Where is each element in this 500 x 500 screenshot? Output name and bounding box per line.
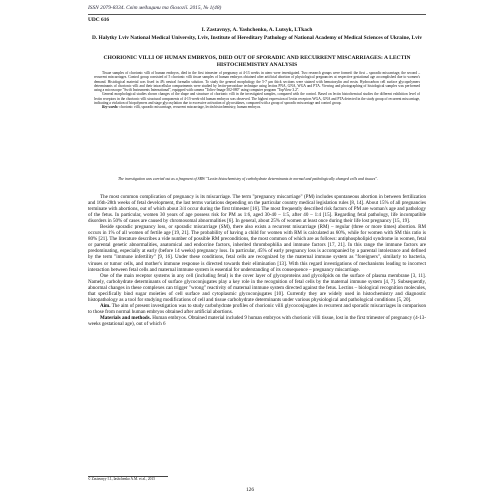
keywords [94, 105, 420, 109]
article-body [88, 194, 426, 327]
abstract-paragraph: General morphological studies shown changes of the shape and structure of chorionic villi in the investigated samples, compared with the control. Based on lectin histochemical studies the different exhibition level of lectin receptors in the chorionic villi structural components of 4-13-week-old human embryos was observed. The highest expression of lectin receptors WGA, GNA and PTA detected in the study group of recurrent miscarriage, indicating a violation of biopolymers and stage glycosylation due to excessive activation of glycosidases, compared with a group of sporadic miscarriage and control group. [94, 92, 420, 105]
article-title: CHORIONIC VILLI OF HUMAN EMBRYOS, DIED OUT OF SPORADIC AND RECURRENT MISCARRIAGES: A LECTIN HISTOCHEMISTRY ANALYSIS [103, 55, 411, 68]
methods-label: Materials and methods. [100, 314, 151, 321]
journal-header: ISSN 2079-8334. Світ медицини та біології. 2015, № 1(48) [88, 5, 222, 11]
abstract [94, 71, 420, 109]
author-list: I. Zastavnyy, A. Yashchenko, A. Lutsyk, I.Tkach [201, 27, 313, 33]
aim-text: The aim of present investigation was to study carbohydrate profiles of chorionic villi glycoconjugates in recurrent and sporadic miscarriages in comparison to those from normal human embryos obtained after artificial abortions. [88, 302, 426, 315]
aim-label: Aim. [100, 302, 111, 309]
body-paragraph: One of the main receptor systems in any cell (including fetal) is the cover layer of glycoproteins and glycolipids on the surface of plasma membrane [3, 11]. Namely, carbohydrate determinants of surface glycoconjugates play a key role in the recognition of fetal cells by the maternal immune system [4, 7]. Subsequently, abnormal changes in these complexes can trigger "wrong" reactivity of maternal immune system directed against the fetus. Lectins – biological recognition molecules, that specifically bind sugar moieties of cell surface and cytoplasmic glycoconjugates [10]. Currently they are widely used in histochemistry and diagnostic histopathology as a tool for studying modifications of cell and tissue carbohydrate determinants under various physiological and pathological conditions [5, 20]. [88, 272, 426, 303]
keywords-label: Key words: [102, 105, 119, 109]
abstract-paragraph: Tissue samples of chorionic villi of human embryos, died in the first trimester of pregnancy at 4-13 weeks in utero were investigated. Two research groups were formed: the first – sporadic miscarriage, the second – recurrent miscarriages. Control group consisted of 5 chorionic villi tissue samples of human embryos obtained after artificial abortion of physiological pregnancies at respective gestational age accomplished due to women's demand. Histological material was fixed in 4% neutral formalin solution. To study the general morphology the 5-7 μm thick sections were stained with hematoxylin and eosin. Hydrocarbon cell surface glycopolymers determinants of chorionic villi and their intracellular compartments were studied by lectin-peroxidase technique using lectins PNA, GNA, WGA and PTA. Viewing and photographing of histological samples was performed using a microscope "Swift Instruments International", equipped with camera "Toltec-Image 502-080" using computer program "TopView 3.2". [94, 71, 420, 92]
udc-code: UDC 616 [88, 17, 110, 23]
methods-text: Human embryos. Obtained material included 9 human embryos with chorionic villi tissue, lost in the first trimester of pregnancy (4-13-weeks gestational age), out of which 6 [88, 314, 427, 327]
copyright-footnote: © Zastavnyy I.I., Iashchenko A.M. et al., 2015 [88, 477, 156, 481]
affiliation: D. Halytky Lviv National Medical University, Lviv, Institute of Hereditary Pathology of National Academy of Medical Sciences of Ukraine, Lviv [91, 35, 423, 41]
body-paragraph: The most common complication of pregnancy is its miscarriage. The term "pregnancy miscarriage" (PM) includes spontaneous abortion in between fertilization and 16th-28th weeks of fetal development, the last terms variations depending on the particular country medical legislation rules [8, 14]. About 15% of all pregnancies terminate with abortions, out of which about 3/4 occur during the first trimester [16]. The most frequently described risk factors of PM are woman's age and pathology of the fetus. In particular, women 30 years of age possess risk for PM as 1:6, aged 30-40 – 1:5, after 40 – 1:4 [15]. Regarding fetal pathology, life incompatible disorders in 50% of cases are caused by chromosomal abnormalities [6]. In general, about 25% of women at least once during their life lost pregnancy [15, 19]. [88, 194, 426, 225]
body-paragraph: Beside sporadic pregnancy loss, or sporadic miscarriage (SM), there also exists a recurrent miscarriage (RM) – regular (three or more times) abortion. RM occurs in 1% of all women of fertile age [19, 21]. The probability of having a child for women with RM is calculated as 60%, while for women with SM this ratio is 80% [21]. The literature describes a vide number of possible RM preconditions, the most common of which are as follows: antiphospholipid syndrome in women, fetal or parental genetic abnormalities, anatomical and endocrine factors, inherited thrombophilia and immune factors [17, 21]. In this range the immune factors are predominating, especially at early (before 14 weeks) pregnancy loss. In particular, 45% of early pregnancy loss is accompanied by a parental intolerance and defined by the term "immune infertility" [9, 16]. Under these conditions, fetal cells are recognized by the maternal immune system as "foreigners", similarly to bacteria, viruses or tumor cells, and mother's immune response is directed towards their elimination [13]. With this regard investigations of mechanisms leading to incorrect interaction between fetal cells and maternal immune system is essential for understanding of its consequence – pregnancy miscarriage. [88, 224, 426, 273]
header-divider [88, 14, 426, 15]
keywords-text: chorionic villi, sporadic miscarriage, recurrent miscarriage, lectin histochemistry, human embryos. [119, 105, 262, 109]
funding-note: The investigation was carried out as a fragment of SRW "Lectin histochemistry of carbohydrate determinants in normal and pathologically changed cells and tissues". [118, 177, 378, 181]
aim-paragraph [88, 303, 426, 315]
page-number: 126 [245, 487, 255, 493]
methods-paragraph [88, 315, 426, 327]
